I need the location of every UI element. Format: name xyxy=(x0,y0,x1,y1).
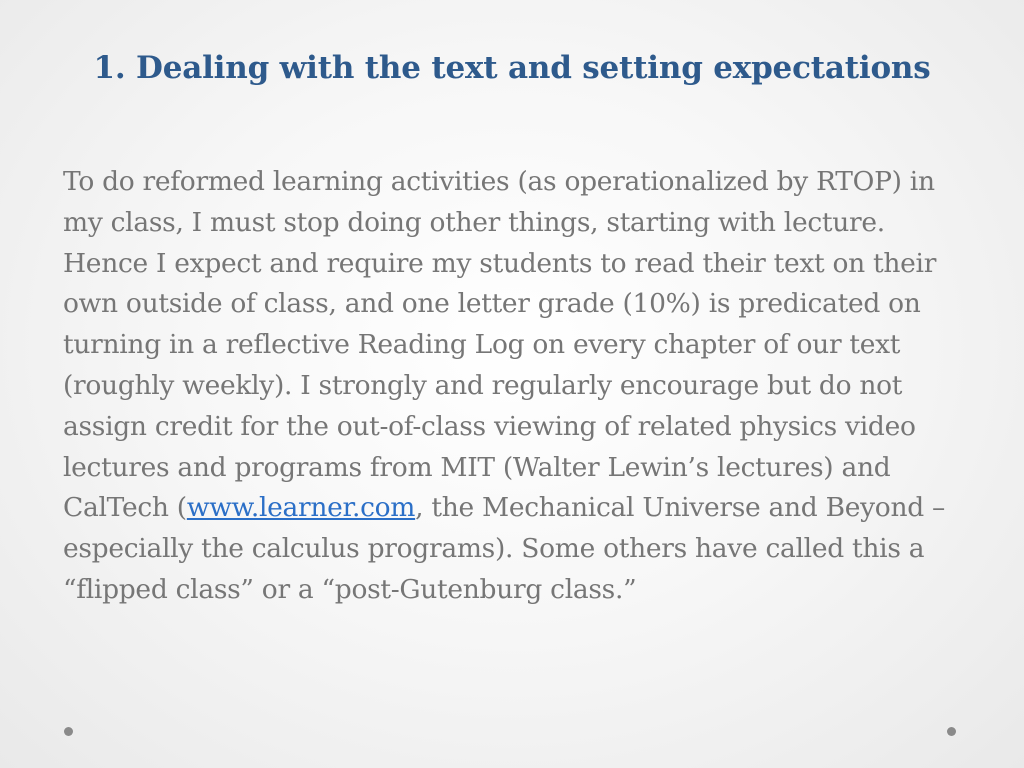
decorative-dot-left xyxy=(64,727,73,736)
learner-link[interactable]: www.learner.com xyxy=(186,492,416,524)
slide-body-text xyxy=(63,162,975,611)
body-text-after-link: , the Mechanical Universe and Beyond – especially the calculus programs). Some others have called this a “flipped class” or a “post-Gutenburg class.” xyxy=(63,492,945,605)
decorative-dot-right xyxy=(947,727,956,736)
slide-title: 1. Dealing with the text and setting expectations xyxy=(93,50,931,86)
body-text-before-link: To do reformed learning activities (as operationalized by RTOP) in my class, I must stop doing other things, starting with lecture. Hence I expect and require my students to read their text on their own outside of class, and one letter grade (10%) is predicated on turning in a reflective Reading Log on every chapter of our text (roughly weekly). I strongly and regularly encourage but do not assign credit for the out-of-class viewing of related physics video lectures and programs from MIT (Walter Lewin’s lectures) and CalTech ( xyxy=(63,166,937,524)
